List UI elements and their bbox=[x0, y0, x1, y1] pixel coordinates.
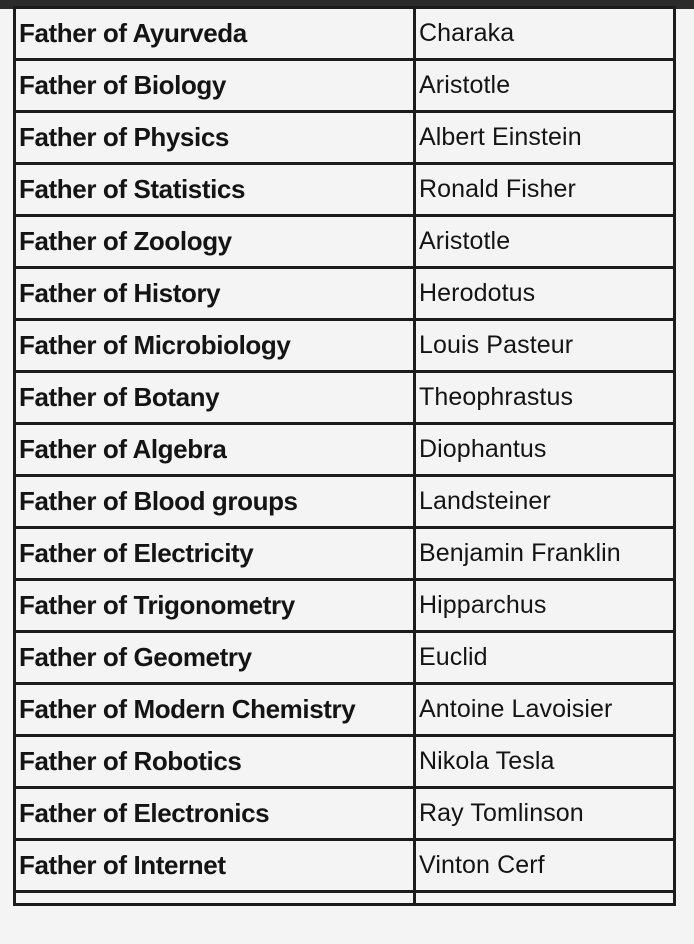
field-cell: Father of Electricity bbox=[15, 528, 415, 580]
name-cell: Benjamin Franklin bbox=[415, 528, 675, 580]
table-row bbox=[15, 736, 675, 788]
name-cell: Albert Einstein bbox=[415, 112, 675, 164]
fathers-table bbox=[13, 6, 676, 906]
name-cell: Landsteiner bbox=[415, 476, 675, 528]
field-cell: Father of Microbiology bbox=[15, 320, 415, 372]
field-cell: Father of Trigonometry bbox=[15, 580, 415, 632]
field-cell: Father of Ayurveda bbox=[15, 8, 415, 60]
name-cell: Ronald Fisher bbox=[415, 164, 675, 216]
field-cell: Father of Blood groups bbox=[15, 476, 415, 528]
table-row bbox=[15, 632, 675, 684]
field-cell: Father of Physics bbox=[15, 112, 415, 164]
field-cell: Father of Botany bbox=[15, 372, 415, 424]
empty-cell bbox=[15, 892, 415, 905]
table-row bbox=[15, 788, 675, 840]
field-cell: Father of Robotics bbox=[15, 736, 415, 788]
name-cell: Ray Tomlinson bbox=[415, 788, 675, 840]
name-cell: Charaka bbox=[415, 8, 675, 60]
name-cell: Hipparchus bbox=[415, 580, 675, 632]
name-cell: Antoine Lavoisier bbox=[415, 684, 675, 736]
table-row bbox=[15, 372, 675, 424]
name-cell: Vinton Cerf bbox=[415, 840, 675, 892]
table-row bbox=[15, 476, 675, 528]
table-row bbox=[15, 580, 675, 632]
name-cell: Aristotle bbox=[415, 60, 675, 112]
table-row-partial bbox=[15, 892, 675, 905]
name-cell: Diophantus bbox=[415, 424, 675, 476]
field-cell: Father of Internet bbox=[15, 840, 415, 892]
table-row bbox=[15, 528, 675, 580]
field-cell: Father of Algebra bbox=[15, 424, 415, 476]
name-cell: Nikola Tesla bbox=[415, 736, 675, 788]
table-container bbox=[13, 6, 675, 906]
table-row bbox=[15, 164, 675, 216]
field-cell: Father of Geometry bbox=[15, 632, 415, 684]
field-cell: Father of History bbox=[15, 268, 415, 320]
empty-cell bbox=[415, 892, 675, 905]
table-row bbox=[15, 424, 675, 476]
table-row bbox=[15, 112, 675, 164]
table-row bbox=[15, 60, 675, 112]
field-cell: Father of Biology bbox=[15, 60, 415, 112]
field-cell: Father of Electronics bbox=[15, 788, 415, 840]
name-cell: Herodotus bbox=[415, 268, 675, 320]
field-cell: Father of Zoology bbox=[15, 216, 415, 268]
name-cell: Aristotle bbox=[415, 216, 675, 268]
name-cell: Louis Pasteur bbox=[415, 320, 675, 372]
table-row bbox=[15, 8, 675, 60]
field-cell: Father of Statistics bbox=[15, 164, 415, 216]
table-row bbox=[15, 268, 675, 320]
name-cell: Euclid bbox=[415, 632, 675, 684]
table-row bbox=[15, 684, 675, 736]
table-row bbox=[15, 840, 675, 892]
table-row bbox=[15, 320, 675, 372]
name-cell: Theophrastus bbox=[415, 372, 675, 424]
field-cell: Father of Modern Chemistry bbox=[15, 684, 415, 736]
table-row bbox=[15, 216, 675, 268]
